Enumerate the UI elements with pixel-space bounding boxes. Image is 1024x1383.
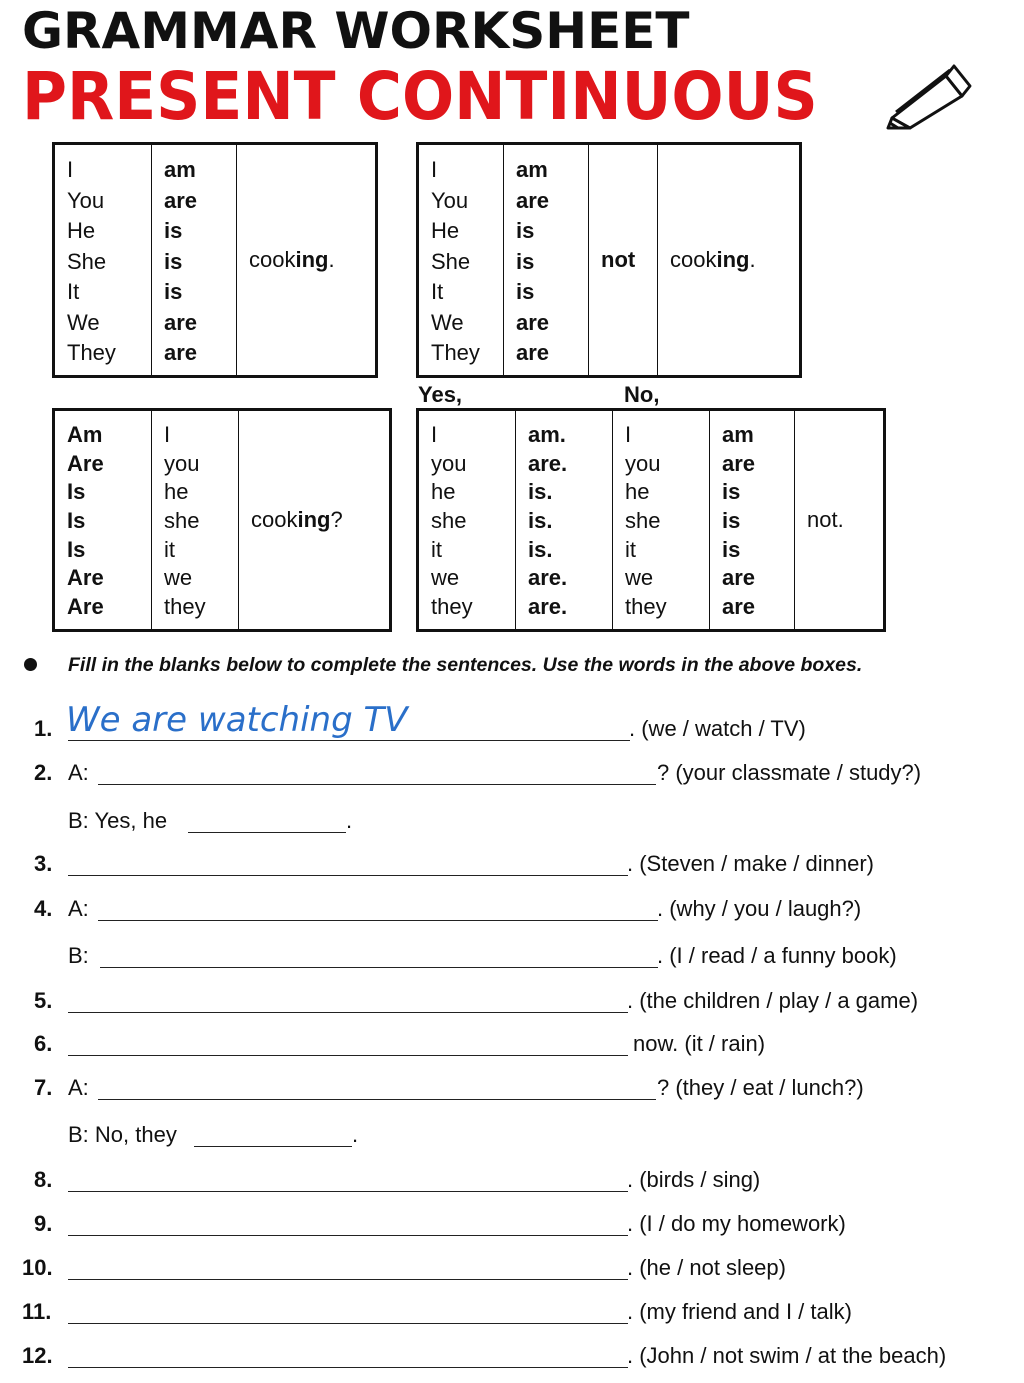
exercise-number: 4. <box>34 896 53 921</box>
negation-word: not. <box>807 507 844 532</box>
subject: we <box>164 565 193 591</box>
exercise-number: 2. <box>34 760 53 785</box>
answer-blank[interactable] <box>68 1367 628 1368</box>
be-verb: are <box>516 309 550 335</box>
worksheet-subtitle: PRESENT CONTINUOUS <box>22 58 818 135</box>
answer-blank[interactable] <box>68 1235 628 1236</box>
be-verb: am <box>164 157 196 182</box>
subject: I <box>164 422 171 447</box>
subject: They <box>431 340 480 365</box>
answer-blank[interactable] <box>68 1323 628 1324</box>
auxiliary: Are <box>67 594 104 620</box>
exercise-number: 9. <box>34 1211 53 1236</box>
exercise-cue: . (my friend and I / talk) <box>627 1299 852 1324</box>
example-answer: We are watching TV <box>66 700 408 740</box>
auxiliary: Am <box>67 422 103 447</box>
subject: she <box>431 508 467 534</box>
be-verb: is <box>516 248 535 274</box>
answer-blank[interactable] <box>68 1055 628 1056</box>
subject: they <box>625 594 667 620</box>
subject: it <box>164 536 175 562</box>
subject: I <box>625 422 632 447</box>
subject: she <box>164 508 200 534</box>
exercise-cue: . <box>346 808 353 833</box>
be-verb: are <box>516 187 550 213</box>
be-verb: are <box>164 340 198 365</box>
be-verb: is <box>516 218 535 243</box>
exercise-cue: . (why / you / laugh?) <box>657 896 862 921</box>
be-verb: is <box>164 248 183 274</box>
exercise-cue: . (I / read / a funny book) <box>657 943 897 968</box>
speaker-label: A: <box>68 1075 89 1100</box>
subject: You <box>67 187 105 213</box>
answer-blank[interactable] <box>68 1012 628 1013</box>
main-verb: cook ing . <box>249 247 335 272</box>
subject: you <box>625 450 661 476</box>
bullet-icon <box>24 658 37 671</box>
instructions: Fill in the blanks below to complete the sentences. Use the words in the above boxes. <box>68 654 863 676</box>
yes-subject-column <box>419 411 515 622</box>
pencil-icon <box>884 54 976 130</box>
subject: It <box>431 279 444 304</box>
exercise-number: 3. <box>34 851 53 876</box>
exercise-cue: . (Steven / make / dinner) <box>627 851 874 876</box>
answer-blank[interactable] <box>98 784 656 785</box>
subject: she <box>625 508 661 534</box>
speaker-label: B: No, they <box>68 1122 177 1147</box>
subject: they <box>431 594 473 620</box>
exercise-cue: . (John / not swim / at the beach) <box>627 1343 947 1368</box>
subject: She <box>67 248 107 274</box>
subject: It <box>67 279 80 304</box>
be-verb: are <box>164 309 198 335</box>
subject: they <box>164 594 206 620</box>
negative-table <box>416 142 802 378</box>
exercise-cue: . <box>352 1122 359 1147</box>
subject-column <box>419 145 503 369</box>
be-verb: am <box>722 422 754 447</box>
verb-column <box>152 145 236 369</box>
no-label: No, <box>624 382 660 407</box>
auxiliary-column <box>55 411 151 622</box>
be-verb: are. <box>528 565 568 591</box>
exercise-number: 12. <box>22 1343 53 1368</box>
answer-blank[interactable] <box>98 920 658 921</box>
subject: we <box>625 565 654 591</box>
be-verb: is <box>516 279 535 304</box>
subject: We <box>67 309 100 335</box>
no-subject-column <box>613 411 709 622</box>
answer-blank[interactable] <box>188 832 346 833</box>
affirmative-table <box>52 142 378 378</box>
be-verb: are <box>722 565 756 591</box>
subject: They <box>67 340 116 365</box>
exercise-number: 8. <box>34 1167 53 1192</box>
exercise-number: 1. <box>34 716 53 741</box>
exercise-cue: . (birds / sing) <box>627 1167 761 1192</box>
exercise-number: 6. <box>34 1031 53 1056</box>
exercise-number: 5. <box>34 988 53 1013</box>
answer-blank[interactable] <box>68 1279 628 1280</box>
main-verb: cook ing ? <box>251 507 343 532</box>
main-verb: cook ing . <box>670 247 756 272</box>
subject-column <box>55 145 151 369</box>
exercise-cue: . (we / watch / TV) <box>629 716 806 741</box>
be-verb: is. <box>528 508 553 534</box>
answer-blank[interactable] <box>68 740 630 741</box>
question-table <box>52 408 392 632</box>
subject: he <box>431 479 456 505</box>
yes-verb-column <box>516 411 612 622</box>
exercise-number: 7. <box>34 1075 53 1100</box>
exercise-cue: ? (your classmate / study?) <box>657 760 922 785</box>
subject: We <box>431 309 464 335</box>
speaker-label: A: <box>68 896 89 921</box>
subject: You <box>431 187 469 213</box>
be-verb: is. <box>528 536 553 562</box>
exercise-cue: ? (they / eat / lunch?) <box>657 1075 864 1100</box>
auxiliary: Is <box>67 479 86 505</box>
subject: I <box>67 157 74 182</box>
be-verb: is <box>722 508 741 534</box>
answer-blank[interactable] <box>194 1146 352 1147</box>
yes-label: Yes, <box>418 382 463 407</box>
be-verb: are <box>164 187 198 213</box>
short-answers-table <box>416 408 886 632</box>
be-verb: is <box>164 279 183 304</box>
answer-blank[interactable] <box>68 875 628 876</box>
be-verb: is <box>722 479 741 505</box>
exercise-number: 11. <box>22 1299 52 1324</box>
speaker-label: B: Yes, he <box>68 808 168 833</box>
subject: you <box>431 450 467 476</box>
be-verb: are. <box>528 450 568 476</box>
subject: he <box>625 479 650 505</box>
negation-word: not <box>601 247 636 272</box>
be-verb: are <box>722 450 756 476</box>
speaker-label: B: <box>68 943 89 968</box>
exercise-number: 10. <box>22 1255 53 1280</box>
be-verb: are <box>516 340 550 365</box>
subject: She <box>431 248 471 274</box>
be-verb: is <box>722 536 741 562</box>
answer-blank[interactable] <box>100 967 658 968</box>
answer-blank[interactable] <box>98 1099 656 1100</box>
subject: he <box>164 479 189 505</box>
subject: I <box>431 422 438 447</box>
be-verb: are <box>722 594 756 620</box>
be-verb: am. <box>528 422 566 447</box>
answer-blank[interactable] <box>68 1191 628 1192</box>
subject: it <box>431 536 442 562</box>
subject: I <box>431 157 438 182</box>
subject: we <box>431 565 460 591</box>
exercise-cue: . (I / do my homework) <box>627 1211 846 1236</box>
auxiliary: Are <box>67 450 104 476</box>
subject: it <box>625 536 636 562</box>
subject: He <box>431 218 460 243</box>
be-verb: am <box>516 157 548 182</box>
subject: He <box>67 218 96 243</box>
auxiliary: Are <box>67 565 104 591</box>
verb-column <box>504 145 588 369</box>
auxiliary: Is <box>67 508 86 534</box>
subject: you <box>164 450 200 476</box>
exercise-cue: . (the children / play / a game) <box>627 988 919 1013</box>
be-verb: is <box>164 218 183 243</box>
be-verb: is. <box>528 479 553 505</box>
speaker-label: A: <box>68 760 89 785</box>
exercise-cue: now. (it / rain) <box>633 1031 766 1056</box>
auxiliary: Is <box>67 536 86 562</box>
be-verb: are. <box>528 594 568 620</box>
exercise-cue: . (he / not sleep) <box>627 1255 786 1280</box>
no-verb-column <box>710 411 794 622</box>
worksheet-title: GRAMMAR WORKSHEET <box>22 2 690 60</box>
subject-column <box>152 411 238 622</box>
